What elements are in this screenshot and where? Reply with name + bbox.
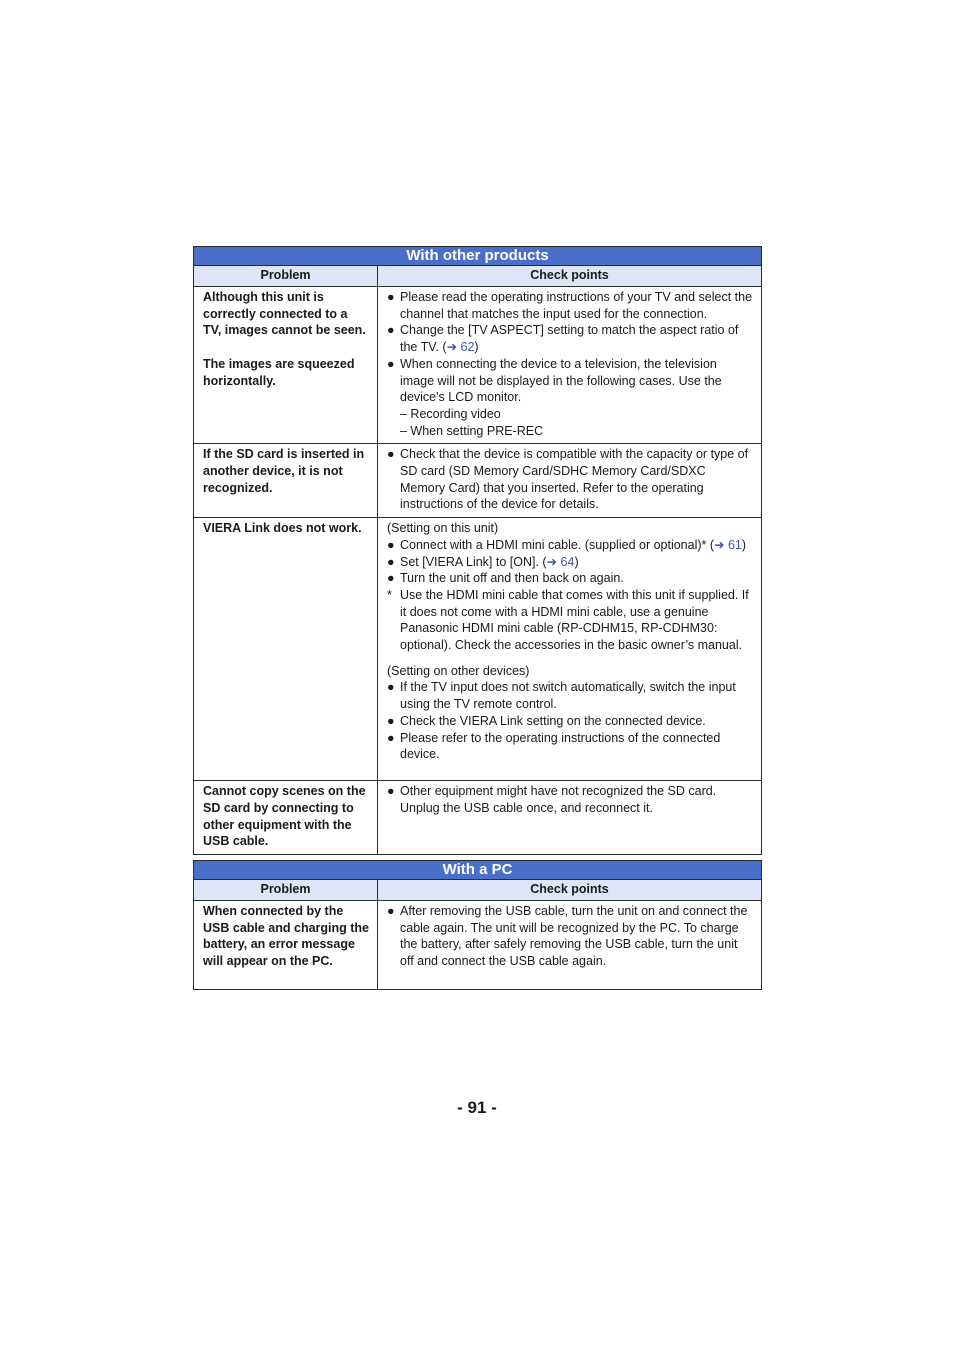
table-row [194,287,762,444]
list-item: ● When connecting the device to a television, the television image will not be displayed in the following cases. Use the device's LCD monitor. [387,356,722,405]
list-item: ● Turn the unit off and then back on again. [387,571,624,586]
problem-text: The images are squeezed horizontally. [203,356,355,388]
problem-text: VIERA Link does not work. [203,521,362,536]
section-title: With other products [194,247,762,266]
check-points-cell [378,518,762,781]
problem-cell [194,518,378,781]
list-item: ● Connect with a HDMI mini cable. (supplied or optional)* (➜ 61) [387,537,747,552]
page-link-61[interactable]: ➜ 61 [714,537,742,552]
column-header-check-points: Check points [378,880,762,901]
list-item: ● If the TV input does not switch automatically, switch the input using the TV remote control. [387,680,736,712]
table-with-a-pc [193,860,762,990]
bullet-icon: ● [387,904,395,918]
column-header-problem: Problem [194,880,378,901]
bullet-icon: ● [387,447,395,462]
column-header-check-points: Check points [378,266,762,287]
table-with-other-products [193,246,762,855]
problem-cell [194,287,378,444]
page-link-62[interactable]: ➜ 62 [446,340,475,355]
list-item: ● Please read the operating instructions of your TV and select the channel that matches the input used for the connection. [387,290,753,321]
table-row [194,518,762,781]
bullet-icon: ● [387,323,395,338]
bullet-icon: ● [387,537,395,552]
check-points-cell [378,287,762,444]
bullet-icon: ● [387,290,395,304]
list-item: ● After removing the USB cable, turn the unit on and connect the cable again. The unit will be recognized by the PC. To charge the battery, after safely removing the USB cable, turn the unit off and connect the USB cable again. [387,904,748,969]
settings-heading: (Setting on other devices) [387,663,530,678]
column-header-problem: Problem [194,266,378,287]
sub-item: – Recording video [400,406,501,421]
table-row [194,444,762,518]
page-link-64[interactable]: ➜ 64 [546,554,575,569]
table-row [194,781,762,855]
list-item: ● Other equipment might have not recognized the SD card. Unplug the USB cable once, and reconnect it. [387,784,717,815]
problem-text: When connected by the USB cable and charging the battery, an error message will appear on the PC. [203,904,370,969]
settings-heading: (Setting on this unit) [387,521,499,536]
sub-item: – When setting PRE-REC [400,423,544,438]
check-points-cell [378,444,762,518]
bullet-icon: ● [387,784,395,799]
page-number: - 91 - [457,1098,497,1117]
section-title: With a PC [194,861,762,880]
bullet-icon: ● [387,730,395,745]
footnote: * Use the HDMI mini cable that comes with this unit if supplied. If it does not come with a HDMI mini cable, use a genuine Panasonic HDMI mini cable (RP-CDHM15, RP-CDHM30: optional). Check the accessories in the basic owner’s manual. [387,587,749,653]
list-item: ● Please refer to the operating instructions of the connected device. [387,730,721,762]
check-points-cell [378,781,762,855]
bullet-icon: ● [387,713,395,728]
list-item: ● Check the VIERA Link setting on the connected device. [387,713,706,728]
problem-cell [194,901,378,990]
asterisk-icon: * [387,587,392,602]
problem-cell [194,781,378,855]
problem-text: Although this unit is correctly connected to a TV, images cannot be seen. [203,290,366,338]
list-item: ● Change the [TV ASPECT] setting to match the aspect ratio of the TV. (➜ 62) [387,323,739,355]
list-item: ● Check that the device is compatible with the capacity or type of SD card (SD Memory Card/SDHC Memory Card/SDXC Memory Card) that you inserted. Refer to the operating instructions of the device for details. [387,447,749,512]
problem-cell [194,444,378,518]
bullet-icon: ● [387,554,395,569]
table-row [194,901,762,990]
bullet-icon: ● [387,356,395,371]
problem-text: Cannot copy scenes on the SD card by connecting to other equipment with the USB cable. [203,784,366,849]
bullet-icon: ● [387,571,395,586]
check-points-cell [378,901,762,990]
list-item: ● Set [VIERA Link] to [ON]. (➜ 64) [387,554,579,569]
problem-text: If the SD card is inserted in another device, it is not recognized. [203,447,365,495]
bullet-icon: ● [387,680,395,695]
